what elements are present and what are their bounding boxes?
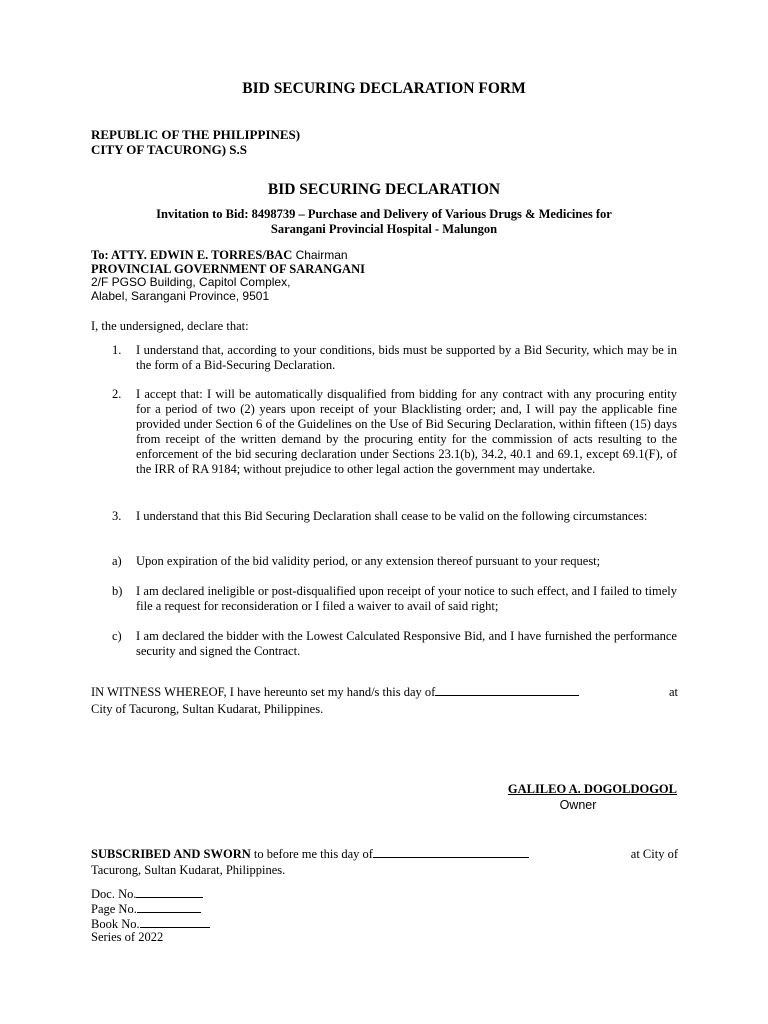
witness-place: City of Tacurong, Sultan Kudarat, Philippines. [91, 702, 324, 716]
invitation-line-2: Sarangani Provincial Hospital - Malungon [270, 222, 498, 236]
invitation-block [100, 207, 668, 237]
date-blank[interactable] [435, 683, 579, 696]
item-text: I understand that this Bid Securing Declaration shall cease to be valid on the following circumstances: [136, 509, 648, 523]
subitem-letter: c) [112, 629, 122, 643]
intro-text: I, the undersigned, declare that: [91, 319, 249, 333]
jurat-place: Tacurong, Sultan Kudarat, Philippines. [91, 863, 286, 877]
addressee-name: To: ATTY. EDWIN E. TORRES/BAC [91, 248, 293, 262]
witness-text: IN WITNESS WHEREOF, I have hereunto set my hand/s this day of [91, 685, 436, 699]
book-no-blank[interactable] [140, 915, 210, 928]
invitation-line-1: Invitation to Bid: 8498739 – Purchase and Delivery of Various Drugs & Medicines for [156, 207, 612, 221]
addressee-line [91, 248, 348, 263]
subitem-letter: a) [112, 554, 122, 568]
item-number: 3. [112, 509, 122, 523]
item-text: I accept that: I will be automatically disqualified from bidding for any contract with any procuring entity for a period of two (2) years upon receipt of your Blacklisting order; and, I will pay the applicable fine provided under Section 6 of the Guidelines on the Use of Bid Securing Declaration, within fifteen (15) days from receipt of the written demand by the procuring entity for the commission of acts resulting to the enforcement of the bid securing declaration under Sections 23.1(b), 34.2, 40.1 and 69.1, except 69.1(F), of the IRR of RA 9184; without prejudice to other legal action the government may undertake. [136, 387, 677, 476]
item-text: I understand that, according to your conditions, bids must be supported by a Bid Security, which may be in the form of a Bid-Securing Declaration. [136, 343, 677, 372]
subitem-text: Upon expiration of the bid validity period, or any extension thereof pursuant to your request; [136, 554, 601, 568]
page-no-blank[interactable] [137, 900, 201, 913]
item-number: 1. [112, 343, 122, 357]
doc-no-label: Doc. No. [91, 887, 137, 901]
witness-at: at [668, 685, 678, 699]
address-line-2: Alabel, Sarangani Province, 9501 [91, 289, 270, 303]
jurat-date-blank[interactable] [373, 845, 529, 858]
signatory-title: Owner [559, 798, 597, 812]
subitem-letter: b) [112, 584, 123, 598]
page-no-label: Page No. [91, 902, 137, 916]
jurat-bold: SUBSCRIBED AND SWORN [91, 847, 251, 861]
item-number: 2. [112, 387, 122, 401]
subitem-text: I am declared ineligible or post-disqualified upon receipt of your notice to such effect, and I failed to timely file a request for reconsideration or I filed a waiver to avail of said right; [136, 584, 677, 613]
series-line: Series of 2022 [91, 930, 164, 944]
witness-clause [91, 683, 678, 718]
addressee-role: Chairman [292, 248, 348, 262]
address-line-1: 2/F PGSO Building, Capitol Complex, [91, 275, 291, 289]
jurat [91, 845, 678, 878]
header-city: CITY OF TACURONG) S.S [91, 142, 248, 157]
doc-no-blank[interactable] [136, 885, 203, 898]
book-no-label: Book No. [91, 917, 140, 931]
addressee-org: PROVINCIAL GOVERNMENT OF SARANGANI [91, 262, 365, 276]
signatory-name: GALILEO A. DOGOLDOGOL [507, 782, 677, 796]
declaration-title: BID SECURING DECLARATION [267, 181, 501, 198]
jurat-at: at City of [630, 847, 678, 861]
header-republic: REPUBLIC OF THE PHILIPPINES) [91, 127, 301, 142]
jurat-text: to before me this day of [250, 847, 373, 861]
subitem-text: I am declared the bidder with the Lowest Calculated Responsive Bid, and I have furnished the performance security and signed the Contract. [136, 629, 677, 658]
form-title: BID SECURING DECLARATION FORM [242, 80, 526, 97]
